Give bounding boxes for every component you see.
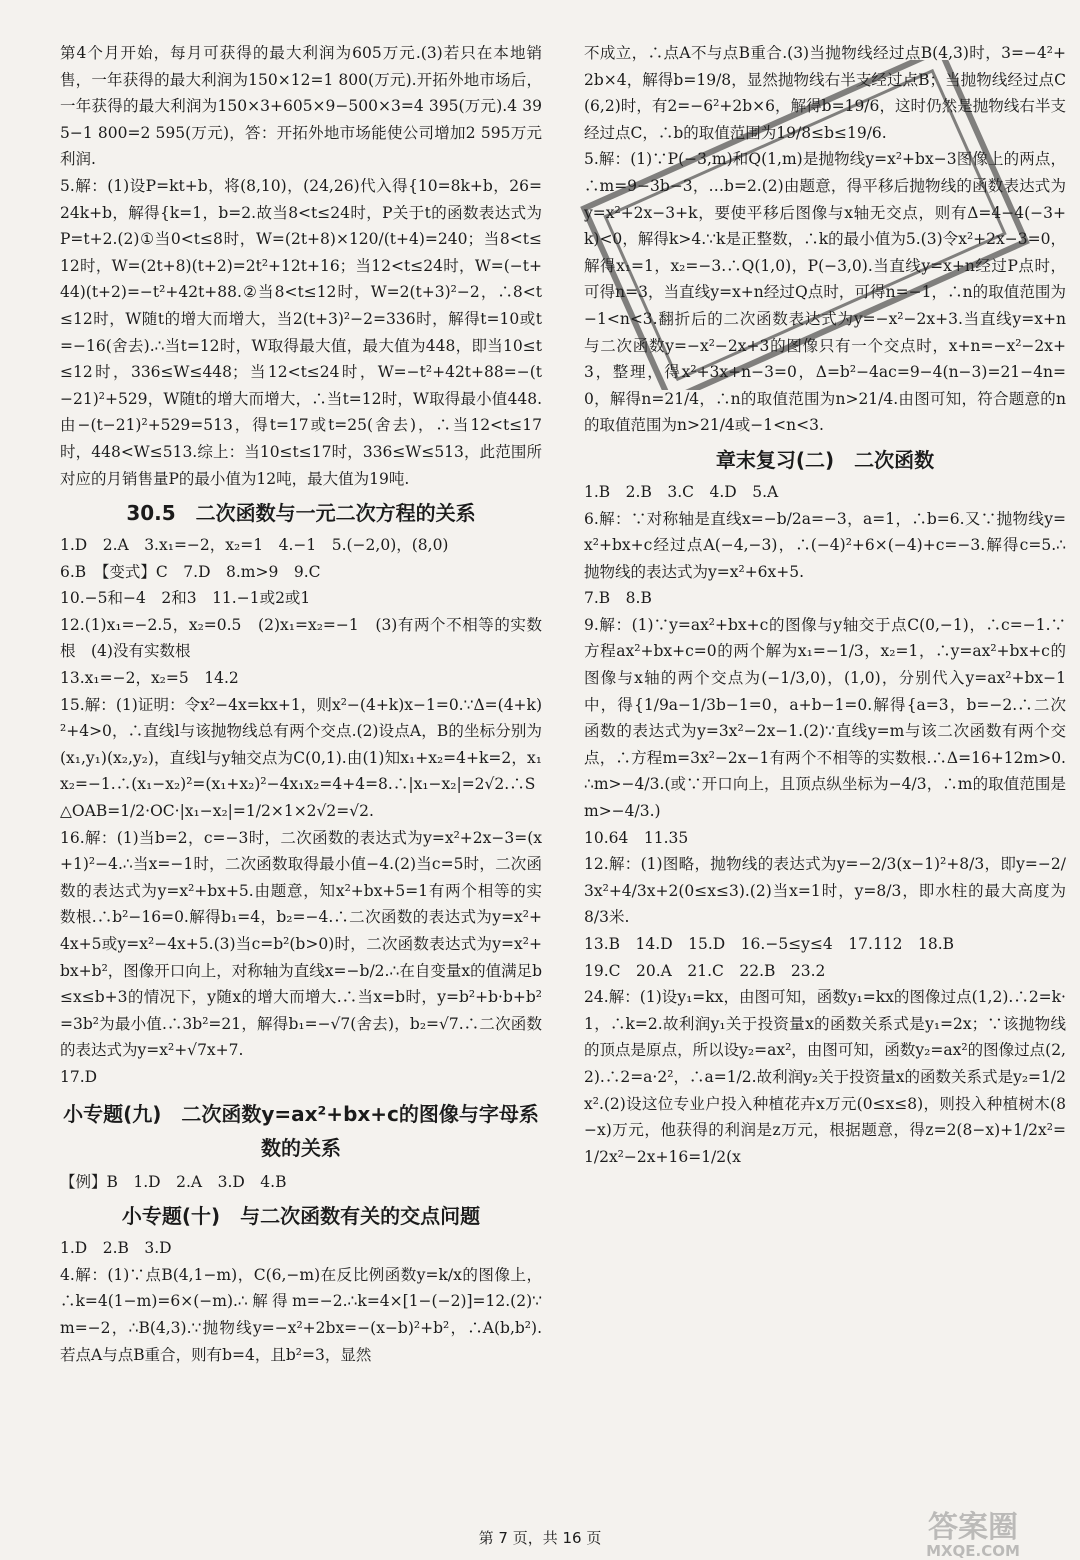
- answer-paragraph: 12.解：(1)图略，抛物线的表达式为y=−2/3(x−1)²+8/3，即y=−2/3x²+4/3x+2(0≤x≤3).(2)当x=1时，y=8/3，即水柱的最大高度为8/3米.: [584, 855, 1066, 927]
- answer-paragraph: 10.64 11.35: [584, 828, 689, 847]
- answer-paragraph: 9.解：(1)∵y=ax²+bx+c的图像与y轴交于点C(0,−1)，∴c=−1.∵方程ax²+bx+c=0的两个解为x₁=−1/3，x₂=1，∴y=ax²+bx+c的图像与x轴的两个交点为(−1/3,0)，(1,0)，分别代入y=ax²+bx−1中，得{1/9a−1/3b−1=0，a+b−1=0.解得{a=3，b=−2.∴二次函数的表达式为y=3x²−2x−1.(2)∵直线y=m与该二次函数有两个交点，∴方程m=3x²−2x−1有两个不相等的实数根.∴Δ=16+12m>0.∴m>−4/3.(或∵开口向上，且顶点纵坐标为−4/3，∴m的取值范围是m>−4/3.): [584, 615, 1066, 821]
- answer-paragraph: 13.B 14.D 15.D 16.−5≤y≤4 17.112 18.B: [584, 935, 955, 953]
- section-heading: 30.5 二次函数与一元二次方程的关系: [126, 501, 476, 526]
- left-column: [60, 40, 542, 1368]
- answer-paragraph: 1.B 2.B 3.C 4.D 5.A: [584, 482, 779, 501]
- right-column: [584, 40, 1066, 1170]
- answer-paragraph: 17.D: [60, 1067, 98, 1086]
- watermark-logo-text: 答案圈: [928, 1510, 1018, 1545]
- answer-paragraph: 5.解：(1)∵P(−3,m)和Q(1,m)是抛物线y=x²+bx−3图像上的两点，∴m=9−3b−3，…b=2.(2)由题意，得平移后抛物线的函数表达式为y=x²+2x−3+k，要使平移后图像与x轴无交点，则有Δ=4−4(−3+k)<0，解得k>4.∵k是正整数，∴k的最小值为5.(3)令x²+2x−3=0，解得x₁=1，x₂=−3.∴Q(1,0)，P(−3,0).当直线y=x+n经过P点时，可得n=3，当直线y=x+n经过Q点时，可得n=−1，∴n的取值范围为−1<n<3.翻折后的二次函数表达式为y=−x²−2x+3.当直线y=x+n与二次函数y=−x²−2x+3的图像只有一个交点时，x+n=−x²−2x+3，整理，得x²+3x+n−3=0，Δ=b²−4ac=9−4(n−3)=21−4n=0，解得n=21/4，∴n的取值范围为n>21/4.由图可知，符合题意的n的取值范围为n>21/4或−1<n<3.: [584, 150, 1066, 435]
- answer-paragraph: 10.−5和−4 2和3 11.−1或2或1: [60, 589, 311, 608]
- answer-paragraph: 16.解：(1)当b=2，c=−3时，二次函数的表达式为y=x²+2x−3=(x+1)²−4.∴当x=−1时，二次函数取得最小值−4.(2)当c=5时，二次函数的表达式为y=x²+bx+5.由题意，知x²+bx+5=1有两个相等的实数根.∴b²−16=0.解得b₁=4，b₂=−4.∴二次函数的表达式为y=x²+4x+5或y=x²−4x+5.(3)当c=b²(b>0)时，二次函数表达式为y=x²+bx+b²，图像开口向上，对称轴为直线x=−b/2.∴在自变量x的值满足b≤x≤b+3的情况下，y随x的增大而增大.∴当x=b时，y=b²+b·b+b²=3b²为最小值.∴3b²=21，解得b₁=−√7(舍去)，b₂=√7.∴二次函数的表达式为y=x²+√7x+7.: [60, 828, 542, 1060]
- answer-paragraph: 7.B 8.B: [584, 589, 652, 608]
- answer-paragraph: 4.解：(1)∵点B(4,1−m)，C(6,−m)在反比例函数y=k/x的图像上，∴k=4(1−m)=6×(−m).∴解得m=−2.∴k=4×[1−(−2)]=12.(2)∵m=−2，∴B(4,3).∵抛物线y=−x²+2bx=−(x−b)²+b²，∴A(b,b²).若点A与点B重合，则有b=4，且b²=3，显然: [60, 1265, 542, 1364]
- answer-paragraph: 1.D 2.A 3.x₁=−2，x₂=1 4.−1 5.(−2,0)，(8,0): [60, 536, 449, 555]
- watermark-url: MXQE.COM: [926, 1542, 1020, 1560]
- answer-paragraph: 5.解：(1)设P=kt+b，将(8,10)，(24,26)代入得{10=8k+b，26=24k+b，解得{k=1，b=2.故当8<t≤24时，P关于t的函数表达式为P=t+2.(2)①当0<t≤8时，W=(2t+8)×120/(t+4)=240；当8<t≤12时，W=(2t+8)(t+2)=2t²+12t+16；当12<t≤24时，W=(−t+44)(t+2)=−t²+42t+88.②当8<t≤12时，W=2(t+3)²−2，∴8<t≤12时，W随t的增大而增大，当2(t+3)²−2=336时，解得t=10或t=−16(舍去).∴当t=12时，W取得最大值，最大值为448，即当10≤t≤12时，336≤W≤448；当12<t≤24时，W=−t²+42t+88=−(t−21)²+529，W随t的增大而增大，∴当t=12时，W取得最小值448.由−(t−21)²+529=513，得t=17或t=25(舍去)，∴当12<t≤17时，448<W≤513.综上：当10≤t≤17时，336≤W≤513，此范围所对应的月销售量P的最小值为12吨，最大值为19吨.: [60, 176, 542, 488]
- answer-paragraph: 6.解：∵对称轴是直线x=−b/2a=−3，a=1，∴b=6.又∵抛物线y=x²+bx+c经过点A(−4,−3)，∴(−4)²+6×(−4)+c=−3.解得c=5.∴抛物线的表达式为y=x²+6x+5.: [584, 509, 1066, 581]
- answer-paragraph: 12.(1)x₁=−2.5，x₂=0.5 (2)x₁=x₂=−1 (3)有两个不相等的实数根 (4)没有实数根: [60, 615, 542, 661]
- answer-paragraph: 【例】B 1.D 2.A 3.D 4.B: [60, 1172, 287, 1191]
- corner-watermark: [888, 1502, 1058, 1560]
- answer-paragraph: 19.C 20.A 21.C 22.B 23.2: [584, 961, 826, 980]
- answer-paragraph: 第4个月开始，每月可获得的最大利润为605万元.(3)若只在本地销售，一年获得的最大利润为150×12=1 800(万元).开拓外地市场后，一年获得的最大利润为150×3+605×9−500×3=4 395(万元).4 395−1 800=2 595(万元)，答：开拓外地市场能使公司增加2 595万元利润.: [60, 44, 542, 169]
- answer-paragraph: 6.B 【变式】C 7.D 8.m>9 9.C: [60, 562, 321, 581]
- answer-paragraph: 1.D 2.B 3.D: [60, 1239, 172, 1258]
- answer-paragraph: 15.解：(1)证明：令x²−4x=kx+1，则x²−(4+k)x−1=0.∵Δ=(4+k)²+4>0，∴直线l与该抛物线总有两个交点.(2)设点A，B的坐标分别为(x₁,y₁)(x₂,y₂)，直线l与y轴交点为C(0,1).由(1)知x₁+x₂=4+k=2，x₁x₂=−1.∴(x₁−x₂)²=(x₁+x₂)²−4x₁x₂=4+4=8.∴|x₁−x₂|=2√2.∴S△OAB=1/2·OC·|x₁−x₂|=1/2×1×2√2=√2.: [60, 695, 542, 821]
- answer-paragraph: 不成立，∴点A不与点B重合.(3)当抛物线经过点B(4,3)时，3=−4²+2b×4，解得b=19/8，显然抛物线右半支经过点B；当抛物线经过点C(6,2)时，有2=−6²+2b×6，解得b=19/6，这时仍然是抛物线右半支经过点C，∴b的取值范围为19/8≤b≤19/6.: [584, 44, 1066, 142]
- page-footer: 第 7 页，共 16 页: [478, 1529, 602, 1547]
- answer-paragraph: 13.x₁=−2，x₂=5 14.2: [60, 669, 239, 688]
- answer-paragraph: 24.解：(1)设y₁=kx，由图可知，函数y₁=kx的图像过点(1,2).∴2=k·1，∴k=2.故利润y₁关于投资量x的函数关系式是y₁=2x；∵该抛物线的顶点是原点，所以设y₂=ax²，由图可知，函数y₂=ax²的图像过点(2,2).∴2=a·2²，∴a=1/2.故利润y₂关于投资量x的函数关系式是y₂=1/2x².(2)设这位专业户投入种植花卉x万元(0≤x≤8)，则投入种植树木(8−x)万元，他获得的利润是z万元，根据题意，得z=2(8−x)+1/2x²=1/2x²−2x+16=1/2(x: [584, 988, 1066, 1166]
- section-heading: 小专题(十) 与二次函数有关的交点问题: [121, 1204, 481, 1229]
- section-heading: 章末复习(二) 二次函数: [715, 447, 935, 472]
- section-heading: 小专题(九) 二次函数y=ax²+bx+c的图像与字母系数的关系: [63, 1101, 539, 1160]
